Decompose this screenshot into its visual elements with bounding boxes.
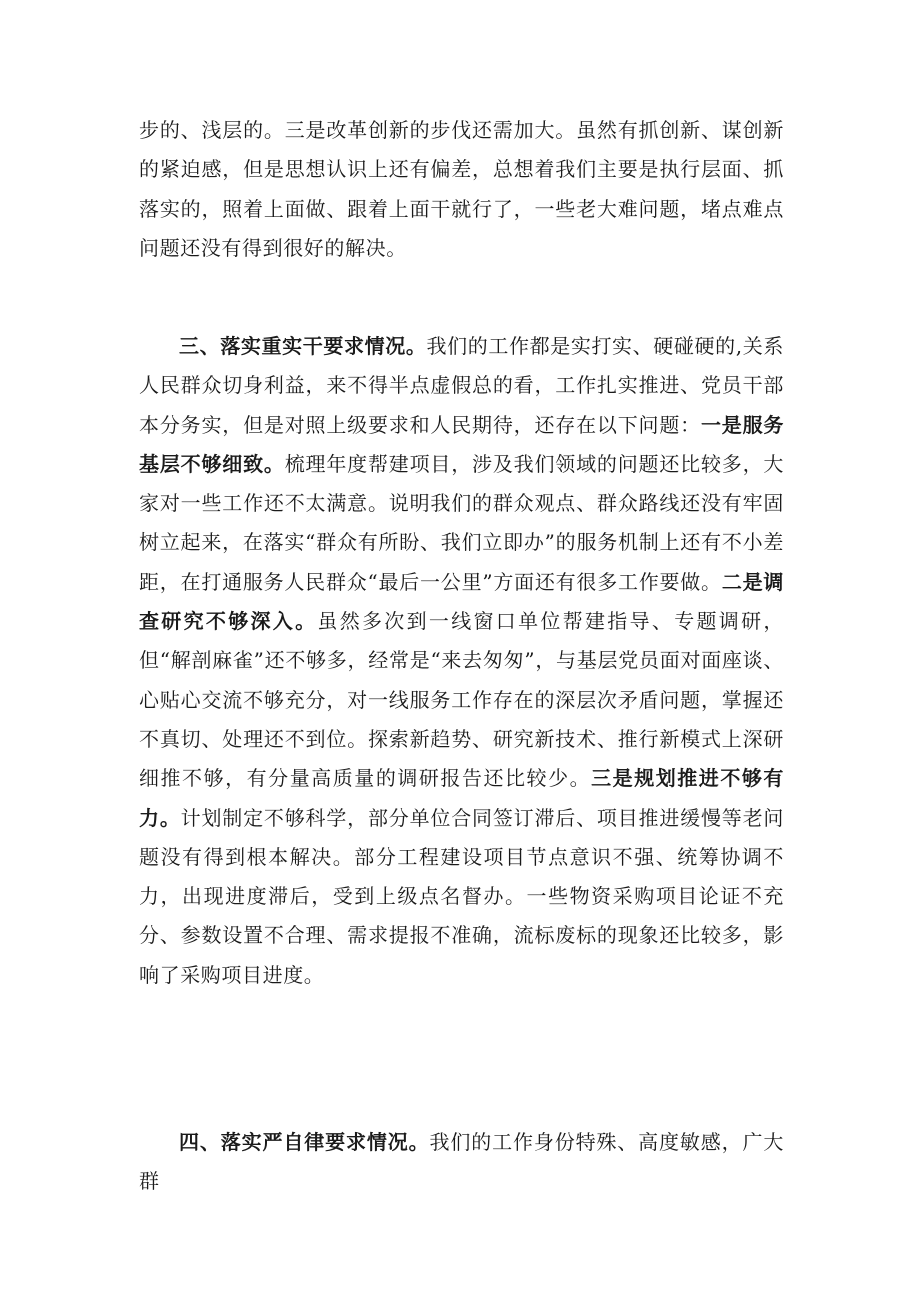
paragraph-text: 梳理年度帮建项目，涉及我们领域的问题还比较多，大家对一些工作还不太满意。说明我们的群众观点、群众路线还没有牢固树立起来，在落实“群众有所盼、我们立即办”的服务机制上还有不小差距，在打通服务人民群众“最后一公里”方面还有很多工作要做。 xyxy=(139,451,785,594)
paragraph-section-three xyxy=(139,327,784,995)
point-heading-two: 二是调查研究不够深入。 xyxy=(139,569,784,634)
paragraph-text: 计划制定不够科学，部分单位合同签订滞后、项目推进缓慢等老问题没有得到根本解决。部分工程建设项目节点意识不强、统筹协调不力，出现进度滞后，受到上级点名督办。一些物资采购项目论证不充分、参数设置不合理、需求提报不准确，流标废标的现象还比较多，影响了采购项目进度。 xyxy=(139,805,785,987)
paragraph-text: 我们的工作都是实打实、硬碰硬的,关系人民群众切身利益，来不得半点虚假总的看，工作扎实推进、党员干部本分务实，但是对照上级要求和人民期待，还存在以下问题： xyxy=(139,334,784,437)
point-heading-three: 三是规划推进不够有力。 xyxy=(139,766,784,830)
paragraph-text: 我们的工作身份特殊、高度敏感，广大群 xyxy=(139,1130,785,1194)
point-heading-one: 一是服务基层不够细致。 xyxy=(139,412,784,476)
section-heading: 四、落实严自律要求情况。 xyxy=(179,1130,430,1154)
section-heading: 三、落实重实干要求情况。 xyxy=(179,334,427,358)
paragraph-continuation xyxy=(139,111,784,268)
paragraph-text: 步的、浅层的。三是改革创新的步伐还需加大。虽然有抓创新、谋创新的紧迫感，但是思想认识上还有偏差，总想着我们主要是执行层面、抓落实的，照着上面做、跟着上面干就行了，一些老大难问题，堵点难点问题还没有得到很好的解决。 xyxy=(139,118,784,260)
paragraph-text: 虽然多次到一线窗口单位帮建指导、专题调研，但“解剖麻雀”还不够多，经常是“来去匆匆”，与基层党员面对面座谈、心贴心交流不够充分，对一线服务工作存在的深层次矛盾问题，掌握还不真切、处理还不到位。探索新趋势、研究新技术、推行新模式上深研细推不够，有分量高质量的调研报告还比较少。 xyxy=(139,609,784,791)
paragraph-section-four xyxy=(139,1123,784,1202)
